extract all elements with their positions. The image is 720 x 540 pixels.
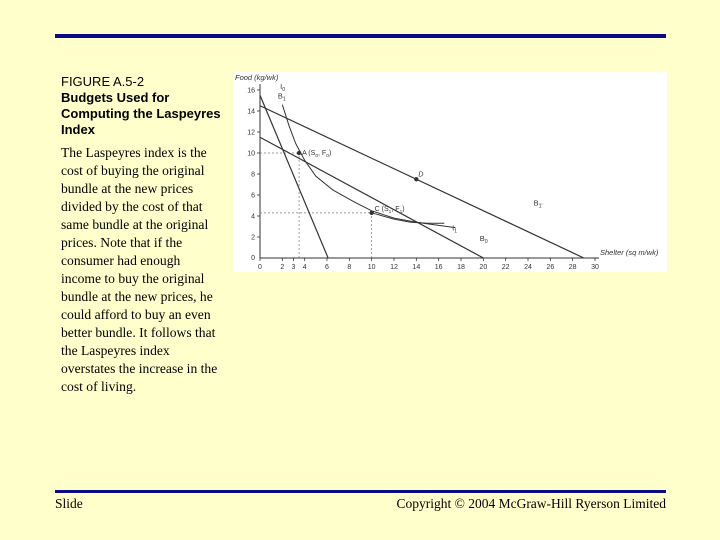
- point-label-a: A ($S_0$, $F_0$): [302, 150, 332, 159]
- x-tick-label: 6: [325, 264, 329, 271]
- point-c: [369, 211, 373, 215]
- x-tick-label: 28: [568, 264, 577, 271]
- top-rule: [55, 34, 666, 38]
- budget-line-b0: [260, 137, 483, 258]
- x-axis-label: Shelter (sq m/wk): [600, 248, 659, 257]
- y-tick-label: 8: [251, 171, 255, 179]
- y-tick-label: 4: [251, 213, 255, 221]
- figure-caption: [61, 74, 223, 396]
- x-tick-label: 8: [347, 264, 352, 271]
- point-label-c: C ($S_1$, $F_1$): [374, 205, 405, 215]
- x-tick-label: 22: [501, 264, 510, 271]
- budget-line-b1p: [260, 106, 584, 258]
- x-tick-label: 4: [302, 264, 307, 271]
- x-tick-label: 0: [258, 264, 262, 271]
- y-tick-label: 6: [251, 192, 255, 200]
- y-axis-label: Food (kg/wk): [235, 73, 279, 82]
- series-label-b1p: $B_{1'}$: [533, 198, 543, 210]
- series-label-b0: $B_0$: [479, 234, 488, 246]
- x-tick-label: 10: [367, 264, 376, 271]
- point-label-d: D: [418, 171, 424, 179]
- figure-title: Budgets Used for Computing the Laspeyres Index: [61, 90, 221, 137]
- y-tick-label: 14: [247, 108, 255, 116]
- x-tick-label: 30: [591, 264, 599, 271]
- budget-chart: [233, 72, 667, 272]
- y-tick-label: 12: [247, 129, 255, 137]
- x-tick-label: 24: [524, 264, 532, 271]
- series-label-i1: $I_1$: [452, 223, 458, 235]
- copyright-notice: Copyright © 2004 McGraw-Hill Ryerson Limited: [396, 496, 666, 511]
- bottom-rule: [55, 490, 666, 493]
- x-tick-label: 20: [479, 264, 488, 271]
- slide-label: Slide: [55, 496, 83, 511]
- x-tick-label: 16: [434, 264, 443, 271]
- x-tick-label: 18: [457, 264, 465, 271]
- budget-line-b1: [260, 95, 328, 258]
- figure-description: The Laspeyres index is the cost of buying the original bundle at the new prices divided by the cost of that same bundle at the original prices. Note that if the consumer had enough income to buy the original bundle at the new prices, he could afford to buy an even better bundle. It follows that the Laspeyres index overstates the increase in the cost of living.: [61, 145, 218, 394]
- y-tick-label: 0: [251, 255, 255, 262]
- x-tick-label: 3: [291, 264, 296, 271]
- y-tick-label: 16: [247, 87, 255, 95]
- series-label-i0: $I_0$: [280, 81, 286, 93]
- x-tick-label: 14: [412, 264, 421, 271]
- figure-panel: [233, 72, 667, 272]
- figure-number: FIGURE A.5-2: [61, 74, 145, 89]
- figure-heading: [61, 74, 223, 138]
- y-tick-label: 2: [251, 234, 255, 242]
- y-tick-label: 10: [247, 150, 255, 158]
- x-tick-label: 26: [546, 264, 555, 271]
- x-tick-label: 2: [280, 264, 285, 271]
- x-tick-label: 12: [390, 264, 398, 271]
- series-label-b1: $B_1$: [277, 91, 286, 103]
- point-a: [297, 151, 301, 155]
